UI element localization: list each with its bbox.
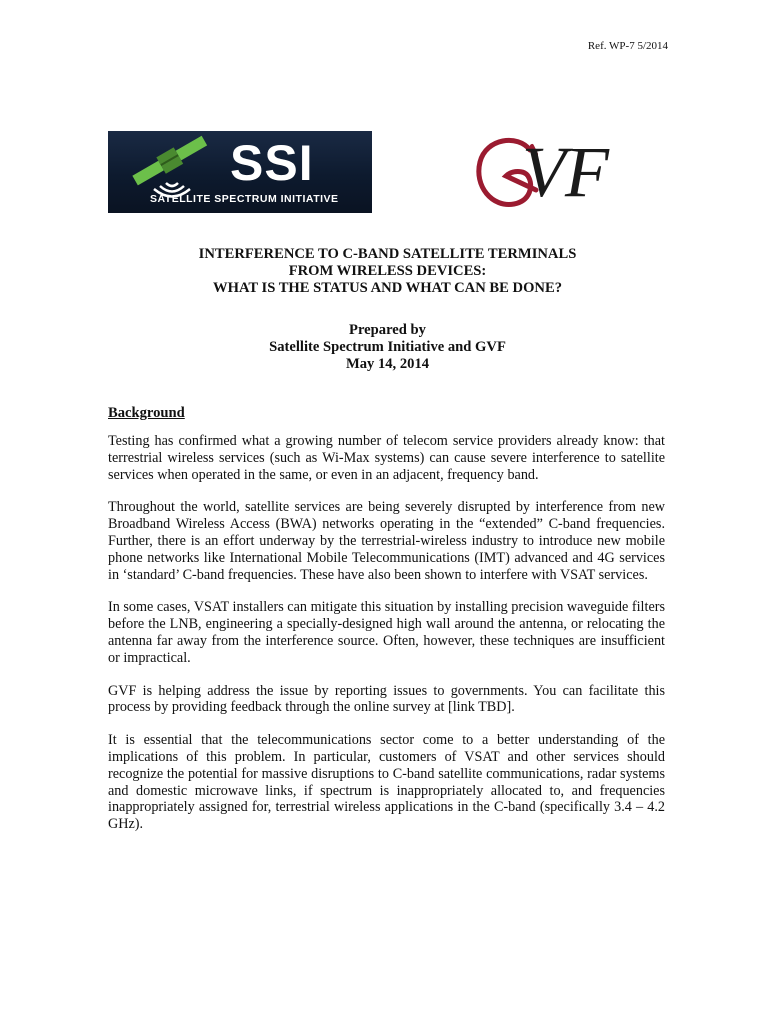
prepared-by-authors: Satellite Spectrum Initiative and GVF bbox=[269, 339, 506, 355]
paragraph-5: It is essential that the telecommunications sector come to a better understanding of the implications of this problem. In particular, customers of VSAT and other services should recognize the potential for massive disruptions to C-band satellite communications, radar systems and domestic microwave links, if spectrum is inappropriately allocated to, and frequencies inappropriately assigned for, terrestrial wireless applications in the C-band (specifically 3.4 – 4.2 GHz). bbox=[108, 732, 665, 833]
gvf-logo bbox=[472, 130, 660, 214]
document-date: May 14, 2014 bbox=[345, 356, 430, 372]
paragraph-2: Throughout the world, satellite services are being severely disrupted by interference from new Broadband Wireless Access (BWA) networks operating in the “extended” C-band frequencies. Further, there is an effort underway by the terrestrial-wireless industry to introduce new mobile phone networks like International Mobile Telecommunications (IMT) advanced and 4G services in ‘standard’ C-band frequencies. These have also been shown to interfere with VSAT services. bbox=[108, 499, 665, 583]
ssi-logo bbox=[108, 131, 372, 213]
section-heading-background: Background bbox=[108, 405, 185, 421]
reference-number: Ref. WP-7 5/2014 bbox=[587, 40, 668, 52]
paragraph-3: In some cases, VSAT installers can mitigate this situation by installing precision waveguide filters before the LNB, engineering a specially-designed high wall around the antenna, or relocating the antenna far away from the interference source. Often, however, these techniques are insufficient or impractical. bbox=[108, 599, 665, 666]
ssi-logo-wordmark: SSI bbox=[230, 135, 314, 191]
prepared-by-label: Prepared by bbox=[349, 322, 426, 338]
paragraph-4: GVF is helping address the issue by reporting issues to governments. You can facilitate this process by providing feedback through the online survey at [link TBD]. bbox=[108, 682, 665, 716]
title-line-2: FROM WIRELESS DEVICES: bbox=[288, 263, 487, 279]
prepared-by-block bbox=[110, 322, 665, 373]
gvf-logo-wordmark: VF bbox=[522, 132, 608, 212]
title-line-1: INTERFERENCE TO C-BAND SATELLITE TERMINALS bbox=[198, 246, 577, 262]
paragraph-1: Testing has confirmed what a growing number of telecom service providers already know: that terrestrial wireless services (such as Wi-Max systems) can cause severe interference to satellite services when operated in the same, or even in an adjacent, frequency band. bbox=[108, 433, 665, 483]
body-text bbox=[108, 433, 665, 849]
title-line-3: WHAT IS THE STATUS AND WHAT CAN BE DONE? bbox=[213, 280, 562, 296]
document-title bbox=[110, 246, 665, 297]
ssi-logo-tagline: SATELLITE SPECTRUM INITIATIVE bbox=[150, 193, 339, 205]
